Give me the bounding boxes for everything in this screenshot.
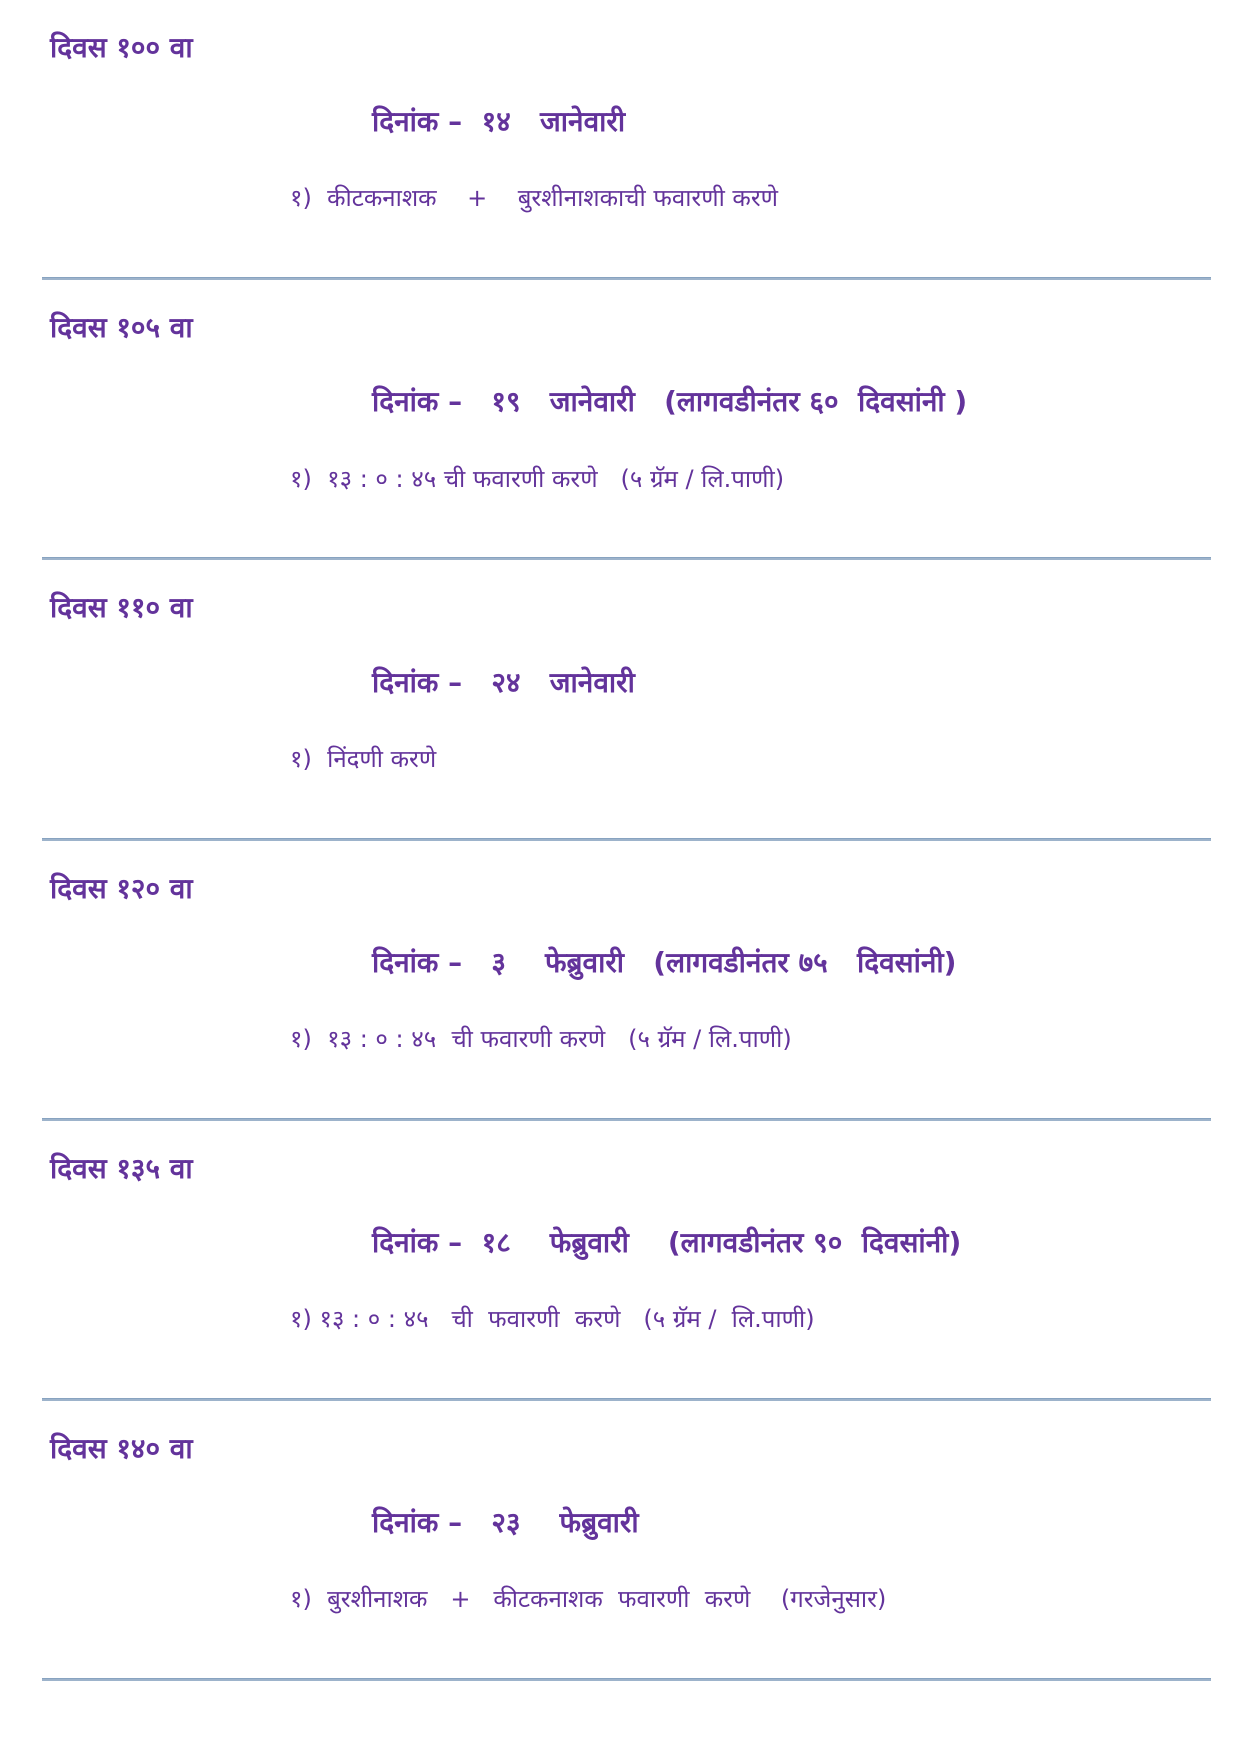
day-header: दिवस १३५ वा bbox=[50, 1151, 193, 1185]
task-item: १) निंदणी करणे bbox=[290, 744, 437, 773]
day-header: दिवस ११० वा bbox=[50, 591, 193, 625]
date-line: दिनांक – ३ फेब्रुवारी (लागवडीनंतर ७५ दिवसांनी) bbox=[372, 945, 957, 979]
schedule-section-day-120 bbox=[42, 841, 1211, 1054]
day-header: दिवस १२० वा bbox=[50, 871, 193, 905]
date-line: दिनांक – १८ फेब्रुवारी (लागवडीनंतर ९० दिवसांनी) bbox=[372, 1225, 962, 1259]
task-item: १) बुरशीनाशक + कीटकनाशक फवारणी करणे (गरजेनुसार) bbox=[290, 1585, 887, 1614]
schedule-section-day-135 bbox=[42, 1121, 1211, 1334]
day-header: दिवस १४० वा bbox=[50, 1431, 193, 1465]
section-divider bbox=[42, 1678, 1211, 1681]
date-line: दिनांक – १४ जानेवारी bbox=[372, 105, 626, 139]
day-header: दिवस १०५ वा bbox=[50, 311, 193, 345]
day-header: दिवस १०० वा bbox=[50, 31, 193, 64]
schedule-section-day-100 bbox=[42, 0, 1211, 213]
schedule-section-day-110 bbox=[42, 560, 1211, 773]
schedule-section-day-140 bbox=[42, 1401, 1211, 1614]
date-line: दिनांक – २३ फेब्रुवारी bbox=[372, 1506, 639, 1540]
schedule-section-day-105 bbox=[42, 280, 1211, 493]
date-line: दिनांक – १९ जानेवारी (लागवडीनंतर ६० दिवसांनी ) bbox=[372, 385, 968, 419]
task-item: १) कीटकनाशक + बुरशीनाशकाची फवारणी करणे bbox=[290, 184, 779, 213]
task-item: १) १३ : ० : ४५ ची फवारणी करणे (५ ग्रॅम / लि.पाणी) bbox=[290, 1305, 815, 1334]
date-line: दिनांक – २४ जानेवारी bbox=[372, 665, 635, 699]
task-item: १) १३ : ० : ४५ ची फवारणी करणे (५ ग्रॅम / लि.पाणी) bbox=[290, 464, 785, 493]
task-item: १) १३ : ० : ४५ ची फवारणी करणे (५ ग्रॅम / लि.पाणी) bbox=[290, 1024, 792, 1053]
